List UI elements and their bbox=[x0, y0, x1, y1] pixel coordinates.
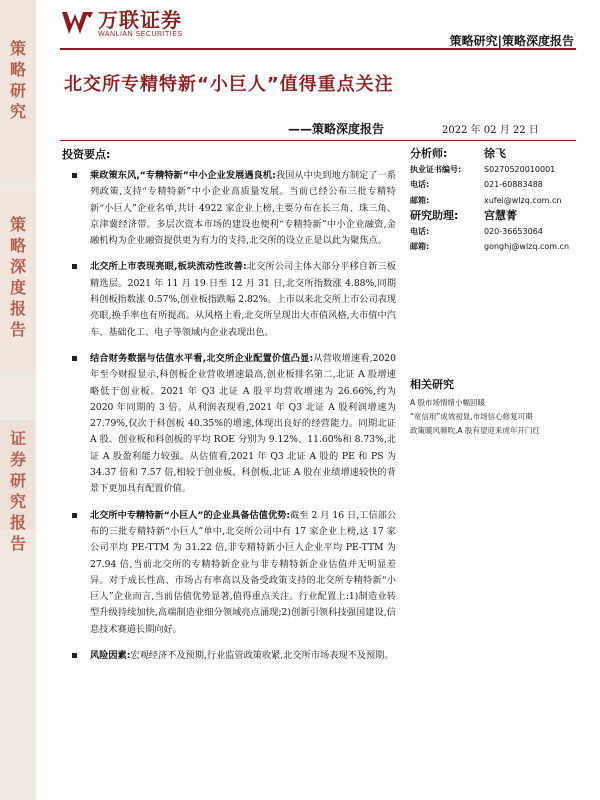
highlights-heading: 投资要点: bbox=[62, 148, 111, 161]
analyst-role: 研究助理: bbox=[410, 209, 459, 222]
highlight-point bbox=[60, 508, 396, 638]
bullet-square-icon bbox=[72, 653, 77, 658]
brand-name-cn: 万联证券 bbox=[98, 7, 182, 32]
analyst-name: 宫慧菁 bbox=[484, 209, 517, 222]
point-text: 北交所公司主体大部分平移自新三板精选层。2021 年 11 月 19 日至 12 月 31 日,北交所指数涨 4.88%,同期科创板指数涨 0.57%,创业板指跌幅 2.82%。上市以来北交所上市公司表现亮眼,换手率也有所提高。从风格上看,北交所呈现出大市值风格,大市值中汽车、基础化工、电子等领域内企业表现出色。 bbox=[90, 261, 397, 338]
wanlian-logo-icon bbox=[60, 8, 94, 38]
highlight-point bbox=[60, 259, 396, 340]
analyst-field-row bbox=[410, 162, 576, 178]
brand-name-en: WANLIAN SECURITIES bbox=[98, 30, 183, 38]
point-lead: 风险因素: bbox=[90, 650, 131, 662]
report-title: 北交所专精特新“小巨人”值得重点关注 bbox=[64, 74, 394, 95]
highlight-point bbox=[60, 351, 396, 498]
analyst-field-row bbox=[410, 239, 576, 255]
report-subtitle: ——策略深度报告 bbox=[288, 122, 385, 136]
phone-number: 021-60883488 bbox=[484, 180, 543, 189]
field-key: 电话: bbox=[410, 226, 430, 236]
point-text: 宏观经济不及预期,行业监管政策收紧,北交所市场表现不及预期。 bbox=[130, 650, 394, 662]
sidebar-label-category: 策略研究 bbox=[9, 39, 26, 121]
left-sidebar bbox=[0, 0, 36, 800]
header-divider bbox=[60, 48, 576, 50]
related-research bbox=[410, 376, 580, 438]
point-lead: 北交所上市表现亮眼,板块流动性改善: bbox=[90, 261, 247, 273]
sidebar-label-securities: 证券研究报告 bbox=[9, 429, 26, 553]
email-link[interactable]: xufei@wlzq.com.cn bbox=[484, 195, 562, 205]
related-item[interactable]: 政策暖风频吹,A 股有望迎来虎年开门红 bbox=[410, 426, 540, 435]
field-key: 电话: bbox=[410, 180, 430, 189]
field-key: 邮箱: bbox=[410, 195, 430, 205]
point-lead: 乘政策东风,“专精特新”中小企业发展遇良机: bbox=[90, 170, 276, 181]
point-lead: 结合财务数据与估值水平看,北交所企业配置价值凸显: bbox=[90, 352, 314, 364]
highlight-point bbox=[60, 168, 396, 249]
related-item[interactable]: A 股市场情绪小幅回暖 bbox=[410, 398, 486, 407]
point-lead: 北交所中专精特新“小巨人”的企业具备估值优势: bbox=[90, 509, 291, 521]
analyst-field-row bbox=[410, 224, 576, 240]
related-heading: 相关研究 bbox=[410, 378, 454, 391]
field-key: 执业证书编号: bbox=[410, 164, 462, 174]
brand-logo bbox=[60, 8, 183, 38]
bullet-square-icon bbox=[72, 356, 77, 361]
sidebar-label-report-type: 策略深度报告 bbox=[9, 215, 26, 339]
investment-highlights bbox=[60, 146, 396, 674]
analyst-name: 徐飞 bbox=[484, 147, 506, 160]
analyst-field-row bbox=[410, 177, 576, 193]
title-divider bbox=[60, 140, 576, 141]
analyst-panel bbox=[410, 146, 576, 255]
license-number: S0270520010001 bbox=[484, 164, 556, 174]
point-text: 截至 2 月 16 日,工信部公布的三批专精特新“小巨人”单中,北交所公司中有 17 家企业上榜,这 17 家公司平均 PE-TTM 为 31.22 倍,非专精特新小巨人企业平均 PE-TTM 为 27.94 倍,当前北交所的专精特新企业与非专精特新企业估值并无明显差异。对于成长性高、市场占有率高以及备受政策支持的北交所专精特新“小巨人”企业而言,当前估值优势显著,值得重点关注。行业配置上:1)制造业转型升级持续加快,高端制造业细分领域亮点涌现;2)创新引领科技强国建设,信息技术赛道长期向好。 bbox=[90, 509, 397, 635]
phone-number: 020-36653064 bbox=[484, 226, 543, 236]
analyst-role-row bbox=[410, 146, 576, 162]
bullet-square-icon bbox=[72, 173, 77, 178]
report-date: 2022 年 02 月 22 日 bbox=[442, 125, 539, 136]
report-category-tag: 策略研究|策略深度报告 bbox=[449, 34, 574, 48]
email-link[interactable]: gonghj@wlzq.com.cn bbox=[484, 242, 570, 251]
related-item[interactable]: “宽信用”成效初显,市场信心修复可期 bbox=[410, 412, 533, 421]
highlight-point bbox=[60, 648, 396, 664]
point-text: 从营收增速看,2020 年至今财报显示,科创板企业营收增速最高,创业板排名第二,北证 A 股增速略低于创业板。2021 年 Q3 北证 A 股平均营收增速为 26.66%,约为 2020 年同期的 3 倍。从利润表现看,2021 年 Q3 北证 A 股利润增速为 27.79%,仅次于科创板 40.35%的增速,体现出良好的经营能力。同期北证 A 股、创业板和科创板的平均 ROE 分别为 9.12%、11.60%和 8.73%,北证 A 股盈利能力较强。从估值看,2021 年 Q3 北证 A 股的 PE 和 PS 为 34.37 倍和 7.57 倍,相较于创业板、科创板,北证 A 股在业绩增速较快的背景下更加具有配置价值。 bbox=[90, 352, 396, 495]
field-key: 邮箱: bbox=[410, 242, 430, 251]
point-text: 我国从中央到地方制定了一系列政策,支持“专精特新”中小企业高质量发展。当前已经公布三批专精特新“小巨人”企业名单,共计 4922 家企业上榜,主要分布在长三角、珠三角、京津冀经济带。多层次资本市场的建设也便利“专精特新”中小企业融资,金融机构为企业融资提供更为有力的支持,北交所的设立正是以此为聚焦点。 bbox=[90, 170, 396, 247]
analyst-field-row bbox=[410, 193, 576, 209]
analyst-role-row bbox=[410, 208, 576, 224]
bullet-square-icon bbox=[72, 264, 77, 269]
bullet-square-icon bbox=[72, 513, 77, 518]
analyst-role: 分析师: bbox=[410, 147, 448, 160]
